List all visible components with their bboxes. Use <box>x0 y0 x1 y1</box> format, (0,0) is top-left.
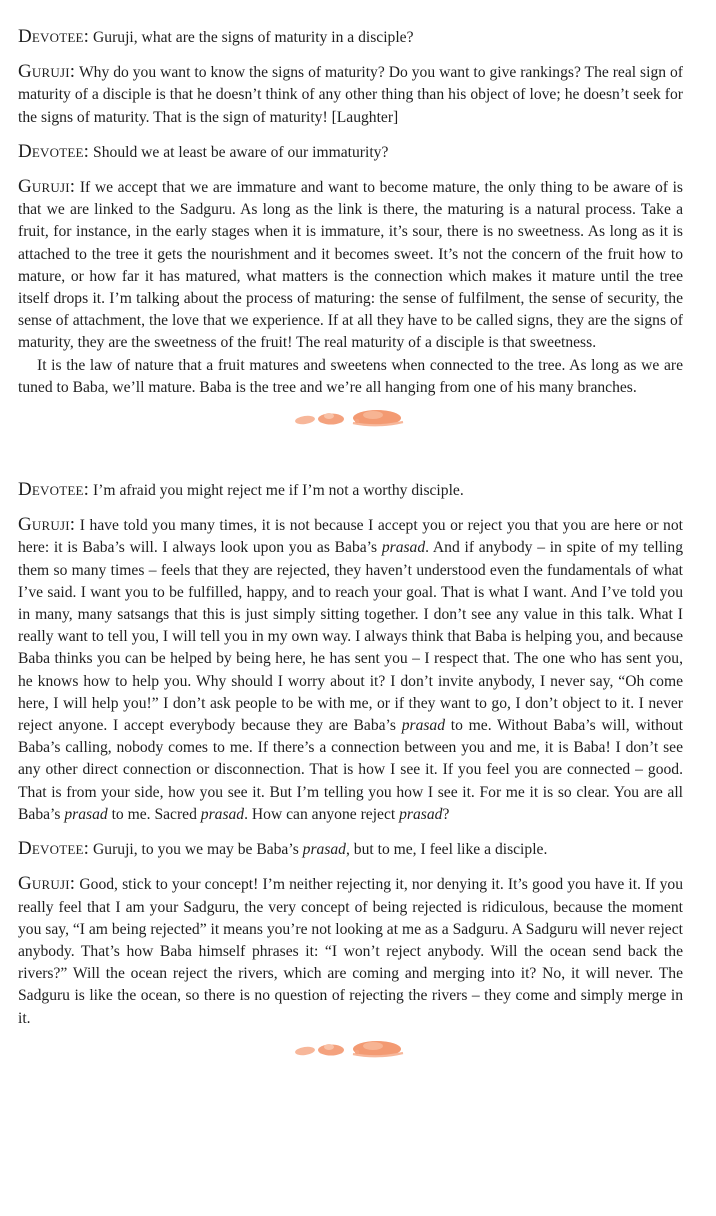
page-text <box>18 26 683 1086</box>
speaker-devotee: Devotee: <box>18 26 90 47</box>
speaker-devotee: Devotee: <box>18 479 90 501</box>
devotee-question-1: Devotee: Guruji, what are the signs of maturity in a disciple? <box>18 26 414 47</box>
petal-flourish-icon <box>293 1038 411 1060</box>
speaker-guruji: Guruji: <box>18 61 76 83</box>
speaker-devotee: Devotee: <box>18 140 90 162</box>
speaker-devotee: Devotee: <box>18 838 90 860</box>
petal-flourish-icon <box>293 407 411 429</box>
devotee-question-4: Devotee: Guruji, to you we may be Baba’s prasad, but to me, I feel like a disciple. <box>18 838 548 860</box>
guruji-answer-3: Guruji: I have told you many times, it is not because I accept you or reject you that you are here or not here: it is Baba’s will. I always look upon you as Baba’s prasad. And if anybody – in spite of my telling them so many times – feels that they are rejected, they haven’t understood even the fundamentals of what I’ve said. I want you to be fulfilled, happy, and to reach your goal. That is what I want. And I’ve told you in many, many satsangs that this is just simply sitting together. I don’t see any value in this talk. What I really want to tell you, I will tell you in my own way. I always think that Baba is helping you, and because Baba thinks you can be helped by being here, he has sent you – I respect that. The one who has sent you, he knows how to help you. Why should I worry about it? I don’t invite anybody, I never say, “Oh come here, I will help you!” I don’t ask people to be with me, or if they want to go, I don’t object to it. I never reject anyone. I accept everybody because they are Baba’s prasad to me. Without Baba’s will, without Baba’s calling, nobody comes to me. If there’s a connection between you and me, it is Baba! I don’t see any other direct connection or disconnection. That is how I see it. If you feel you are connected – good. That is from your side, how you see it. But I’m telling you how I see it. For me it is so clear. You are all Baba’s prasad to me. Sacred prasad. How can anyone reject prasad? <box>18 514 683 823</box>
section-divider <box>18 399 683 455</box>
guruji-answer-2: Guruji: If we accept that we are immature and want to become mature, the only thing to be aware of is that we are linked to the Sadguru. As long as the link is there, the maturing is a natural process. Take a fruit, for instance, in the early stages when it is immature, it’s sour, there is no sweetness. As long as it is attached to the tree it gets the nourishment and it becomes sweet. It’s not the concern of the fruit how to mature, or how far it has matured, what matters is the connection which makes it mature until the tree itself drops it. I’m talking about the process of maturing: the sense of fulfilment, the sense of security, the sense of attachment, the love that we experience. If at all they have to be called signs, they are the signs of maturity, they are the sweetness of the fruit! The real maturity of a disciple is that sweetness. It is the law of nature that a fruit matures and sweetens when connected to the tree. As long as we are tuned to Baba, we’ll mature. Baba is the tree and we’re all hanging from one of his many branches. <box>18 176 683 399</box>
devotee-question-2: Devotee: Should we at least be aware of our immaturity? <box>18 140 389 162</box>
guruji-answer-1: Guruji: Why do you want to know the signs of maturity? Do you want to give rankings? The real sign of maturity of a disciple is that he doesn’t think of any other thing than his object of love; he doesn’t seek for the signs of maturity. That is the sign of maturity! [Laughter] <box>18 61 683 126</box>
devotee-question-3: Devotee: I’m afraid you might reject me if I’m not a worthy disciple. <box>18 479 464 501</box>
speaker-guruji: Guruji: <box>18 514 76 536</box>
guruji-answer-4: Guruji: Good, stick to your concept! I’m neither rejecting it, nor denying it. It’s good you have it. If you really feel that I am your Sadguru, the very concept of being rejected is ridiculous, because the moment you say, “I am being rejected” it means you’re not looking at me as a Sadguru. A Sadguru will never reject anybody. That’s how Baba himself phrases it: “I won’t reject anybody. Will the ocean send back the rivers?” Will the ocean reject the rivers, which are coming and merging into it? No, it will never. The Sadguru is like the ocean, so there is no question of rejecting the rivers – they come and simply merge in it. <box>18 873 683 1027</box>
section-divider <box>18 1030 683 1086</box>
speaker-guruji: Guruji: <box>18 176 76 198</box>
speaker-guruji: Guruji: <box>18 873 76 895</box>
paragraph: It is the law of nature that a fruit matures and sweetens when connected to the tree. As long as we are tuned to Baba, we’ll mature. Baba is the tree and we’re all hanging from one of his many branches. <box>18 356 683 396</box>
